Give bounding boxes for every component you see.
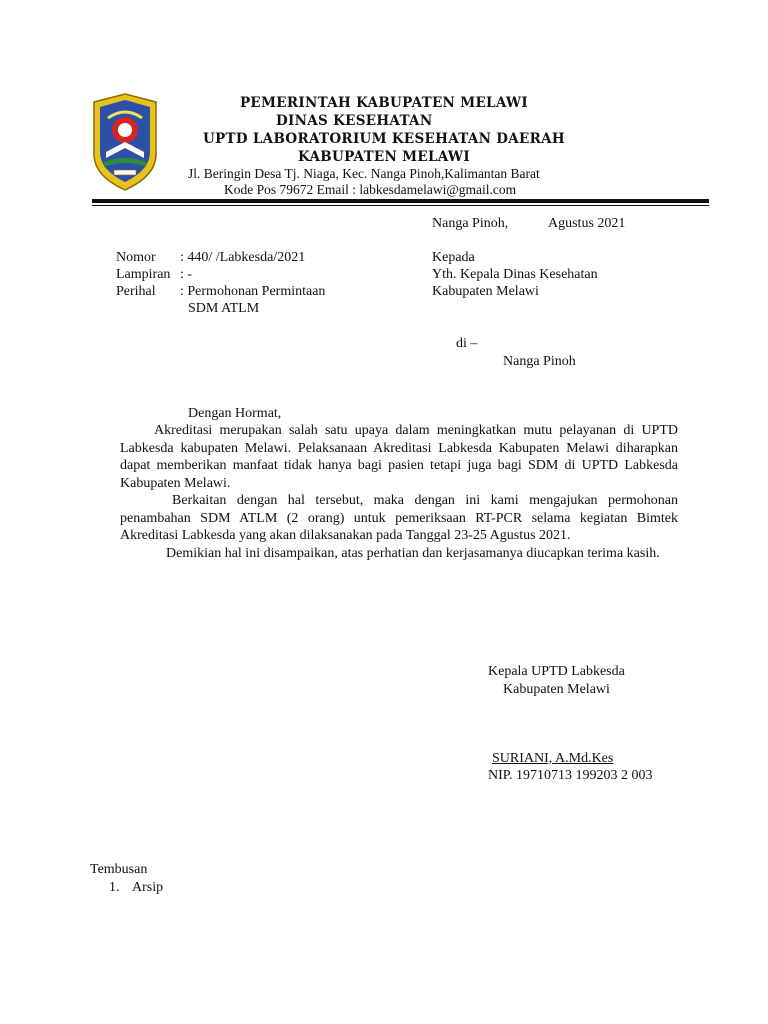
letterhead-divider-thick [92,199,709,203]
recipient-place: Nanga Pinoh [503,354,576,369]
signature-nip: NIP. 19710713 199203 2 003 [488,768,653,783]
recipient-regency: Kabupaten Melawi [432,284,539,299]
letterhead-unit: UPTD LABORATORIUM KESEHATAN DAERAH [203,131,565,147]
signature-title: Kepala UPTD Labkesda [488,664,625,679]
cc-item: Arsip [132,880,164,895]
perihal-label: Perihal [116,284,156,299]
recipient-kepada: Kepada [432,250,475,265]
letterhead-agency: DINAS KESEHATAN [276,113,433,129]
letter-date: Agustus 2021 [548,216,626,231]
recipient-di: di – [456,336,478,351]
body-paragraph-3: Demikian hal ini disampaikan, atas perhatian dan kerjasamanya diucapkan terima kasih. [166,545,660,561]
body-paragraph-1: Akreditasi merupakan salah satu upaya dalam meningkatkan mutu pelayanan di UPTD Labkesda kabupaten Melawi. Pelaksanaan Akreditasi Labkesda Kabupaten Melawi diharapkan dapat memberikan manfaat tidak hanya bagi pasien tetapi juga bagi SDM di UPTD Labkesda Kabupaten Melawi. [120,423,678,491]
letterhead-divider-thin [92,205,709,206]
lampiran-value: : - [180,267,193,282]
cc-label: Tembusan [90,862,148,877]
letter-body [120,422,678,562]
letterhead-address: Jl. Beringin Desa Tj. Niaga, Kec. Nanga Pinoh,Kalimantan Barat [188,166,540,181]
letterhead-contact: Kode Pos 79672 Email : labkesdamelawi@gmail.com [224,182,517,197]
letterhead-regency: KABUPATEN MELAWI [298,149,470,165]
body-paragraph-2: Berkaitan dengan hal tersebut, maka dengan ini kami mengajukan permohonan penambahan SDM ATLM (2 orang) untuk pemeriksaan RT-PCR selama kegiatan Bimtek Akreditasi Labkesda yang akan dilaksanakan pada Tanggal 23-25 Agustus 2021. [120,493,678,543]
lampiran-label: Lampiran [116,267,171,282]
recipient-title: Yth. Kepala Dinas Kesehatan [432,267,598,282]
perihal-value: : Permohonan Permintaan [180,284,326,299]
nomor-value: : 440/ /Labkesda/2021 [180,250,306,265]
greeting: Dengan Hormat, [188,406,282,421]
signature-name: SURIANI, A.Md.Kes [492,751,614,766]
letterhead-government: PEMERINTAH KABUPATEN MELAWI [239,95,528,111]
nomor-label: Nomor [116,250,156,265]
cc-item-number: 1. [109,880,120,895]
signature-regency: Kabupaten Melawi [503,682,610,697]
letter-place: Nanga Pinoh, [432,216,509,231]
perihal-value-continued: SDM ATLM [188,301,260,316]
